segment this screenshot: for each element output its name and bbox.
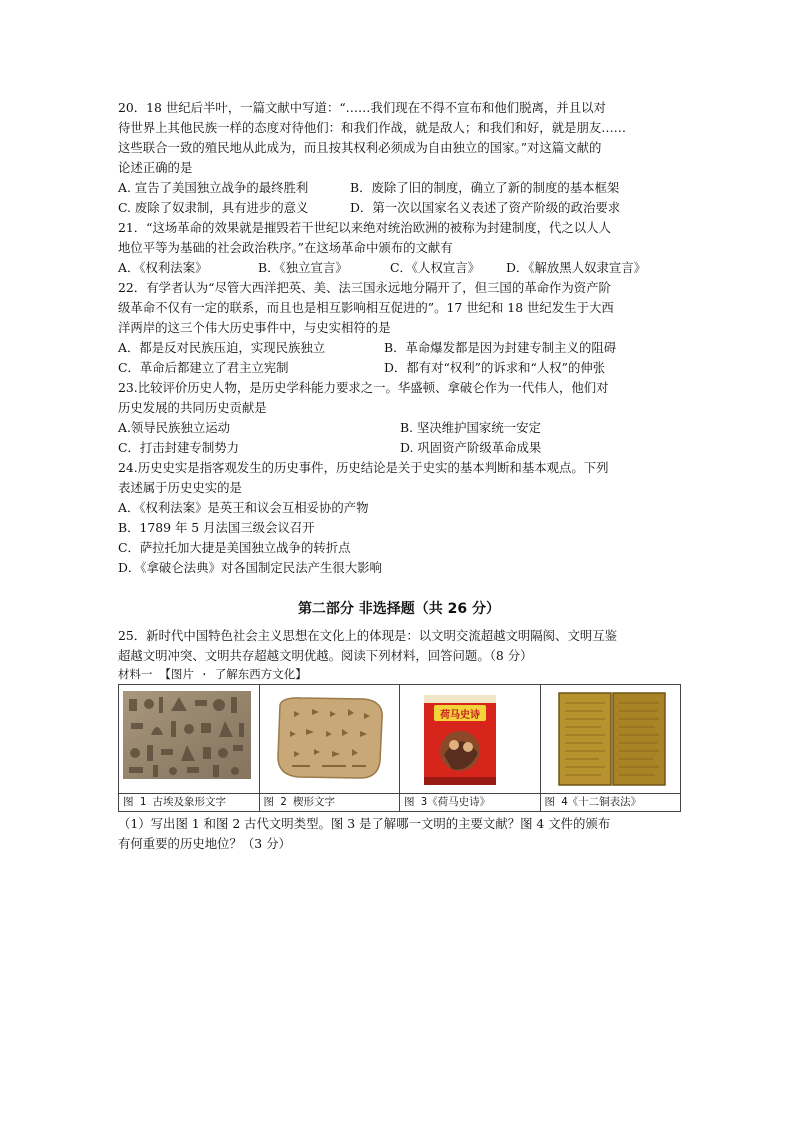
- q20-line: 待世界上其他民族一样的态度对待他们：和我们作战，就是敌人；和我们和好，就是朋友……: [118, 120, 627, 135]
- q20-line: 20．18 世纪后半叶，一篇文献中写道：“……我们现在不得不宣布和他们脱离，并且以对: [118, 100, 606, 115]
- q22-line: 级革命不仅有一定的联系，而且也是相互影响相互促进的”。17 世纪和 18 世纪发生于大西: [118, 300, 614, 315]
- q23-option-b[interactable]: B. 坚决维护国家统一安定: [400, 420, 541, 435]
- question-20: [118, 98, 680, 218]
- figure-3-caption: 图 3《荷马史诗》: [400, 794, 541, 812]
- q21-option-a[interactable]: A．《权利法案》: [118, 260, 208, 275]
- q24-option-a[interactable]: A．《权利法案》是英王和议会互相妥协的产物: [118, 500, 369, 515]
- question-21: [118, 218, 680, 278]
- q23-options-row: [118, 438, 680, 458]
- q22-line: 洋两岸的这三个伟大历史事件中，与史实相符的是: [118, 320, 391, 335]
- q22-options-row: [118, 358, 680, 378]
- q23-options-row: [118, 418, 680, 438]
- q20-option-a[interactable]: A. 宣告了美国独立战争的最终胜利: [118, 180, 309, 195]
- q25-line: 25．新时代中国特色社会主义思想在文化上的体现是：以文明交流超越文明隔阂、文明互鉴: [118, 628, 618, 643]
- figure-2-caption: 图 2 楔形文字: [259, 794, 400, 812]
- q24-option-b[interactable]: B．1789 年 5 月法国三级会议召开: [118, 520, 315, 535]
- q23-option-a[interactable]: A.领导民族独立运动: [118, 420, 231, 435]
- q21-line: 21．“这场革命的效果就是摧毁若干世纪以来绝对统治欧洲的被称为封建制度，代之以人人: [118, 220, 611, 235]
- q23-option-d[interactable]: D. 巩固资产阶级革命成果: [400, 440, 542, 455]
- q24-line: 24.历史史实是指客观发生的历史事件，历史结论是关于史实的基本判断和基本观点。下列: [118, 460, 609, 475]
- q21-option-c[interactable]: C．《人权宣言》: [390, 260, 481, 275]
- hieroglyph-image: [123, 691, 251, 779]
- q21-line: 地位平等为基础的社会政治秩序。”在这场革命中颁布的文献有: [118, 240, 453, 255]
- figure-1-caption: 图 1 古埃及象形文字: [119, 794, 260, 812]
- q22-option-c[interactable]: C．革命后都建立了君主立宪制: [118, 360, 289, 375]
- q24-option-c[interactable]: C．萨拉托加大捷是美国独立战争的转折点: [118, 540, 351, 555]
- book-title-text: 荷马史诗: [440, 710, 480, 721]
- cuneiform-tablet-image: [272, 695, 388, 781]
- q24-option-d[interactable]: D．《拿破仑法典》对各国制定民法产生很大影响: [118, 560, 382, 575]
- q25-sub1-line: （1）写出图 1 和图 2 古代文明类型。图 3 是了解哪一文明的主要文献？图 4 文件的颁布: [118, 816, 611, 831]
- q23-line: 23.比较评价历史人物，是历史学科能力要求之一。华盛顿、拿破仑作为一代伟人，他们对: [118, 380, 609, 395]
- q25-sub1-line: 有何重要的历史地位？（3 分）: [118, 836, 291, 851]
- q21-option-d[interactable]: D．《解放黑人奴隶宣言》: [506, 260, 647, 275]
- q21-options-row: [118, 258, 680, 278]
- q20-option-d[interactable]: D．第一次以国家名义表述了资产阶级的政治要求: [350, 200, 621, 215]
- q20-options-row: [118, 198, 680, 218]
- question-23: [118, 378, 680, 458]
- q22-option-b[interactable]: B．革命爆发都是因为封建专制主义的阻碍: [384, 340, 617, 355]
- q24-line: 表述属于历史史实的是: [118, 480, 242, 495]
- q22-option-a[interactable]: A．都是反对民族压迫，实现民族独立: [118, 340, 326, 355]
- twelve-tables-image: [557, 691, 667, 787]
- exam-page: [118, 98, 680, 854]
- question-25: [118, 626, 680, 854]
- q20-option-b[interactable]: B．废除了旧的制度，确立了新的制度的基本框架: [350, 180, 620, 195]
- q22-line: 22．有学者认为“尽管大西洋把英、美、法三国永远地分隔开了，但三国的革命作为资产阶: [118, 280, 611, 295]
- q20-line: 论述正确的是: [118, 160, 193, 175]
- q23-option-c[interactable]: C．打击封建专制势力: [118, 440, 239, 455]
- q20-options-row: [118, 178, 680, 198]
- q25-line: 超越文明冲突、文明共存超越文明优越。阅读下列材料，回答问题。（8 分）: [118, 648, 533, 663]
- figure-4-cell: [540, 685, 681, 794]
- q23-line: 历史发展的共同历史贡献是: [118, 400, 267, 415]
- q20-line: 这些联合一致的殖民地从此成为，而且按其权利必须成为自由独立的国家。”对这篇文献的: [118, 140, 602, 155]
- figure-1-cell: [119, 685, 260, 794]
- question-22: [118, 278, 680, 378]
- part2-heading: 第二部分 非选择题（共 26 分）: [297, 601, 501, 617]
- figure-2-cell: [259, 685, 400, 794]
- question-24: [118, 458, 680, 578]
- material-label: 材料一 【图片 · 了解东西方文化】: [118, 667, 307, 681]
- figure-table: [118, 684, 681, 812]
- figure-3-cell: [400, 685, 541, 794]
- q20-option-c[interactable]: C. 废除了奴隶制，具有进步的意义: [118, 200, 309, 215]
- q22-option-d[interactable]: D．都有对“权利”的诉求和“人权”的伸张: [384, 360, 606, 375]
- figure-4-caption: 图 4《十二铜表法》: [540, 794, 681, 812]
- q21-option-b[interactable]: B．《独立宣言》: [258, 260, 348, 275]
- q22-options-row: [118, 338, 680, 358]
